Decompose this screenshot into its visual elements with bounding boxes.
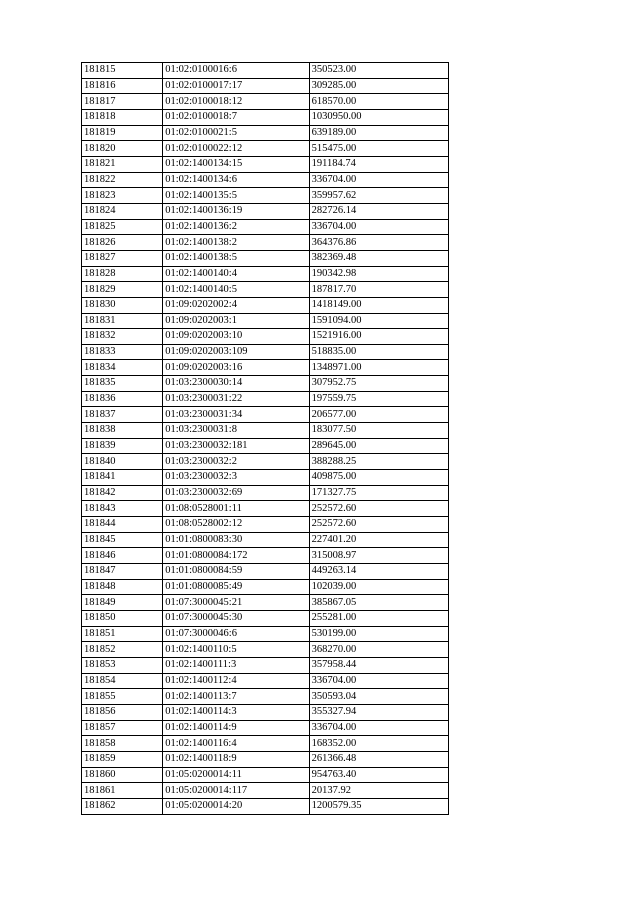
amount-cell: 1591094.00 bbox=[309, 313, 448, 329]
amount-cell: 183077.50 bbox=[309, 423, 448, 439]
record-id-cell: 181825 bbox=[82, 219, 163, 235]
amount-cell: 385867.05 bbox=[309, 595, 448, 611]
record-id-cell: 181851 bbox=[82, 626, 163, 642]
table-row bbox=[82, 344, 449, 360]
cadastral-code-cell: 01:02:1400118:9 bbox=[163, 751, 309, 767]
amount-cell: 350593.04 bbox=[309, 689, 448, 705]
amount-cell: 364376.86 bbox=[309, 235, 448, 251]
data-table bbox=[81, 62, 449, 815]
amount-cell: 309285.00 bbox=[309, 78, 448, 94]
record-id-cell: 181828 bbox=[82, 266, 163, 282]
record-id-cell: 181835 bbox=[82, 376, 163, 392]
amount-cell: 355327.94 bbox=[309, 704, 448, 720]
table-row bbox=[82, 564, 449, 580]
amount-cell: 518835.00 bbox=[309, 344, 448, 360]
amount-cell: 255281.00 bbox=[309, 610, 448, 626]
cadastral-code-cell: 01:09:0202003:1 bbox=[163, 313, 309, 329]
record-id-cell: 181824 bbox=[82, 203, 163, 219]
amount-cell: 639189.00 bbox=[309, 125, 448, 141]
record-id-cell: 181830 bbox=[82, 297, 163, 313]
amount-cell: 409875.00 bbox=[309, 470, 448, 486]
amount-cell: 530199.00 bbox=[309, 626, 448, 642]
table-row bbox=[82, 141, 449, 157]
cadastral-code-cell: 01:03:2300032:3 bbox=[163, 470, 309, 486]
record-id-cell: 181826 bbox=[82, 235, 163, 251]
table-row bbox=[82, 657, 449, 673]
table-row bbox=[82, 673, 449, 689]
cadastral-code-cell: 01:08:0528001:11 bbox=[163, 501, 309, 517]
record-id-cell: 181852 bbox=[82, 642, 163, 658]
cadastral-code-cell: 01:07:3000046:6 bbox=[163, 626, 309, 642]
table-row bbox=[82, 188, 449, 204]
record-id-cell: 181820 bbox=[82, 141, 163, 157]
record-id-cell: 181848 bbox=[82, 579, 163, 595]
cadastral-code-cell: 01:03:2300032:181 bbox=[163, 438, 309, 454]
record-id-cell: 181831 bbox=[82, 313, 163, 329]
cadastral-code-cell: 01:02:1400135:5 bbox=[163, 188, 309, 204]
record-id-cell: 181847 bbox=[82, 564, 163, 580]
table-row bbox=[82, 219, 449, 235]
cadastral-code-cell: 01:02:1400136:19 bbox=[163, 203, 309, 219]
record-id-cell: 181821 bbox=[82, 156, 163, 172]
cadastral-code-cell: 01:02:1400110:5 bbox=[163, 642, 309, 658]
record-id-cell: 181822 bbox=[82, 172, 163, 188]
cadastral-code-cell: 01:03:2300031:8 bbox=[163, 423, 309, 439]
amount-cell: 191184.74 bbox=[309, 156, 448, 172]
amount-cell: 1030950.00 bbox=[309, 109, 448, 125]
record-id-cell: 181861 bbox=[82, 783, 163, 799]
record-id-cell: 181815 bbox=[82, 63, 163, 79]
table-row bbox=[82, 172, 449, 188]
table-row bbox=[82, 720, 449, 736]
record-id-cell: 181856 bbox=[82, 704, 163, 720]
cadastral-code-cell: 01:02:1400140:5 bbox=[163, 282, 309, 298]
amount-cell: 187817.70 bbox=[309, 282, 448, 298]
table-row bbox=[82, 736, 449, 752]
record-id-cell: 181858 bbox=[82, 736, 163, 752]
amount-cell: 171327.75 bbox=[309, 485, 448, 501]
amount-cell: 1200579.35 bbox=[309, 798, 448, 814]
record-id-cell: 181862 bbox=[82, 798, 163, 814]
cadastral-code-cell: 01:01:0800083:30 bbox=[163, 532, 309, 548]
cadastral-code-cell: 01:07:3000045:21 bbox=[163, 595, 309, 611]
table-row bbox=[82, 109, 449, 125]
record-id-cell: 181834 bbox=[82, 360, 163, 376]
amount-cell: 1348971.00 bbox=[309, 360, 448, 376]
amount-cell: 618570.00 bbox=[309, 94, 448, 110]
amount-cell: 315008.97 bbox=[309, 548, 448, 564]
cadastral-code-cell: 01:09:0202003:10 bbox=[163, 329, 309, 345]
record-id-cell: 181845 bbox=[82, 532, 163, 548]
cadastral-code-cell: 01:01:0800084:59 bbox=[163, 564, 309, 580]
cadastral-code-cell: 01:02:1400111:3 bbox=[163, 657, 309, 673]
cadastral-code-cell: 01:02:1400114:3 bbox=[163, 704, 309, 720]
table-row bbox=[82, 751, 449, 767]
cadastral-code-cell: 01:01:0800085:49 bbox=[163, 579, 309, 595]
record-id-cell: 181842 bbox=[82, 485, 163, 501]
cadastral-code-cell: 01:02:0100017:17 bbox=[163, 78, 309, 94]
table-row bbox=[82, 297, 449, 313]
table-row bbox=[82, 78, 449, 94]
table-row bbox=[82, 689, 449, 705]
cadastral-code-cell: 01:02:1400134:15 bbox=[163, 156, 309, 172]
record-id-cell: 181846 bbox=[82, 548, 163, 564]
amount-cell: 307952.75 bbox=[309, 376, 448, 392]
amount-cell: 197559.75 bbox=[309, 391, 448, 407]
cadastral-code-cell: 01:09:0202002:4 bbox=[163, 297, 309, 313]
record-id-cell: 181860 bbox=[82, 767, 163, 783]
cadastral-code-cell: 01:03:2300030:14 bbox=[163, 376, 309, 392]
record-id-cell: 181859 bbox=[82, 751, 163, 767]
table-row bbox=[82, 595, 449, 611]
table-row bbox=[82, 532, 449, 548]
cadastral-code-cell: 01:07:3000045:30 bbox=[163, 610, 309, 626]
amount-cell: 368270.00 bbox=[309, 642, 448, 658]
table-row bbox=[82, 63, 449, 79]
cadastral-code-cell: 01:03:2300031:34 bbox=[163, 407, 309, 423]
table-row bbox=[82, 313, 449, 329]
amount-cell: 227401.20 bbox=[309, 532, 448, 548]
cadastral-code-cell: 01:03:2300032:69 bbox=[163, 485, 309, 501]
amount-cell: 190342.98 bbox=[309, 266, 448, 282]
cadastral-code-cell: 01:09:0202003:109 bbox=[163, 344, 309, 360]
table-row bbox=[82, 250, 449, 266]
record-id-cell: 181816 bbox=[82, 78, 163, 94]
table-row bbox=[82, 203, 449, 219]
amount-cell: 1521916.00 bbox=[309, 329, 448, 345]
table-row bbox=[82, 391, 449, 407]
table-row bbox=[82, 610, 449, 626]
table-row bbox=[82, 282, 449, 298]
amount-cell: 252572.60 bbox=[309, 501, 448, 517]
amount-cell: 102039.00 bbox=[309, 579, 448, 595]
cadastral-code-cell: 01:03:2300032:2 bbox=[163, 454, 309, 470]
amount-cell: 289645.00 bbox=[309, 438, 448, 454]
record-id-cell: 181838 bbox=[82, 423, 163, 439]
record-id-cell: 181818 bbox=[82, 109, 163, 125]
record-id-cell: 181833 bbox=[82, 344, 163, 360]
record-id-cell: 181836 bbox=[82, 391, 163, 407]
record-id-cell: 181827 bbox=[82, 250, 163, 266]
cadastral-code-cell: 01:02:0100018:12 bbox=[163, 94, 309, 110]
table-row bbox=[82, 125, 449, 141]
cadastral-code-cell: 01:02:0100018:7 bbox=[163, 109, 309, 125]
record-id-cell: 181857 bbox=[82, 720, 163, 736]
table-row bbox=[82, 783, 449, 799]
table-row bbox=[82, 470, 449, 486]
amount-cell: 261366.48 bbox=[309, 751, 448, 767]
cadastral-code-cell: 01:09:0202003:16 bbox=[163, 360, 309, 376]
record-id-cell: 181840 bbox=[82, 454, 163, 470]
record-id-cell: 181855 bbox=[82, 689, 163, 705]
table-row bbox=[82, 579, 449, 595]
cadastral-code-cell: 01:02:1400138:2 bbox=[163, 235, 309, 251]
table-row bbox=[82, 376, 449, 392]
table-row bbox=[82, 501, 449, 517]
table-row bbox=[82, 235, 449, 251]
record-id-cell: 181829 bbox=[82, 282, 163, 298]
table-row bbox=[82, 360, 449, 376]
cadastral-code-cell: 01:05:0200014:117 bbox=[163, 783, 309, 799]
amount-cell: 359957.62 bbox=[309, 188, 448, 204]
amount-cell: 252572.60 bbox=[309, 517, 448, 533]
amount-cell: 515475.00 bbox=[309, 141, 448, 157]
cadastral-code-cell: 01:02:1400114:9 bbox=[163, 720, 309, 736]
record-id-cell: 181832 bbox=[82, 329, 163, 345]
cadastral-code-cell: 01:02:1400113:7 bbox=[163, 689, 309, 705]
amount-cell: 388288.25 bbox=[309, 454, 448, 470]
record-id-cell: 181843 bbox=[82, 501, 163, 517]
amount-cell: 20137.92 bbox=[309, 783, 448, 799]
table-row bbox=[82, 407, 449, 423]
record-id-cell: 181823 bbox=[82, 188, 163, 204]
cadastral-code-cell: 01:03:2300031:22 bbox=[163, 391, 309, 407]
cadastral-code-cell: 01:02:1400116:4 bbox=[163, 736, 309, 752]
record-id-cell: 181849 bbox=[82, 595, 163, 611]
amount-cell: 206577.00 bbox=[309, 407, 448, 423]
cadastral-code-cell: 01:01:0800084:172 bbox=[163, 548, 309, 564]
record-id-cell: 181819 bbox=[82, 125, 163, 141]
record-id-cell: 181854 bbox=[82, 673, 163, 689]
table-row bbox=[82, 266, 449, 282]
cadastral-code-cell: 01:05:0200014:11 bbox=[163, 767, 309, 783]
table-row bbox=[82, 94, 449, 110]
record-id-cell: 181844 bbox=[82, 517, 163, 533]
amount-cell: 954763.40 bbox=[309, 767, 448, 783]
table-row bbox=[82, 329, 449, 345]
cadastral-code-cell: 01:08:0528002:12 bbox=[163, 517, 309, 533]
cadastral-code-cell: 01:02:1400136:2 bbox=[163, 219, 309, 235]
amount-cell: 1418149.00 bbox=[309, 297, 448, 313]
record-id-cell: 181837 bbox=[82, 407, 163, 423]
table-row bbox=[82, 548, 449, 564]
amount-cell: 168352.00 bbox=[309, 736, 448, 752]
cadastral-code-cell: 01:02:1400140:4 bbox=[163, 266, 309, 282]
record-id-cell: 181839 bbox=[82, 438, 163, 454]
record-id-cell: 181817 bbox=[82, 94, 163, 110]
record-id-cell: 181850 bbox=[82, 610, 163, 626]
cadastral-code-cell: 01:02:1400134:6 bbox=[163, 172, 309, 188]
table-row bbox=[82, 798, 449, 814]
amount-cell: 336704.00 bbox=[309, 172, 448, 188]
cadastral-code-cell: 01:02:1400138:5 bbox=[163, 250, 309, 266]
table-row bbox=[82, 626, 449, 642]
table-row bbox=[82, 454, 449, 470]
amount-cell: 350523.00 bbox=[309, 63, 448, 79]
cadastral-code-cell: 01:02:0100016:6 bbox=[163, 63, 309, 79]
table-row bbox=[82, 767, 449, 783]
amount-cell: 357958.44 bbox=[309, 657, 448, 673]
cadastral-code-cell: 01:05:0200014:20 bbox=[163, 798, 309, 814]
table-row bbox=[82, 704, 449, 720]
table-row bbox=[82, 438, 449, 454]
table-row bbox=[82, 517, 449, 533]
table-row bbox=[82, 485, 449, 501]
record-id-cell: 181853 bbox=[82, 657, 163, 673]
cadastral-code-cell: 01:02:0100021:5 bbox=[163, 125, 309, 141]
record-id-cell: 181841 bbox=[82, 470, 163, 486]
amount-cell: 449263.14 bbox=[309, 564, 448, 580]
cadastral-code-cell: 01:02:0100022:12 bbox=[163, 141, 309, 157]
table-row bbox=[82, 642, 449, 658]
table-row bbox=[82, 423, 449, 439]
amount-cell: 336704.00 bbox=[309, 720, 448, 736]
amount-cell: 382369.48 bbox=[309, 250, 448, 266]
table-row bbox=[82, 156, 449, 172]
table-body bbox=[82, 63, 449, 815]
amount-cell: 282726.14 bbox=[309, 203, 448, 219]
amount-cell: 336704.00 bbox=[309, 219, 448, 235]
amount-cell: 336704.00 bbox=[309, 673, 448, 689]
cadastral-code-cell: 01:02:1400112:4 bbox=[163, 673, 309, 689]
